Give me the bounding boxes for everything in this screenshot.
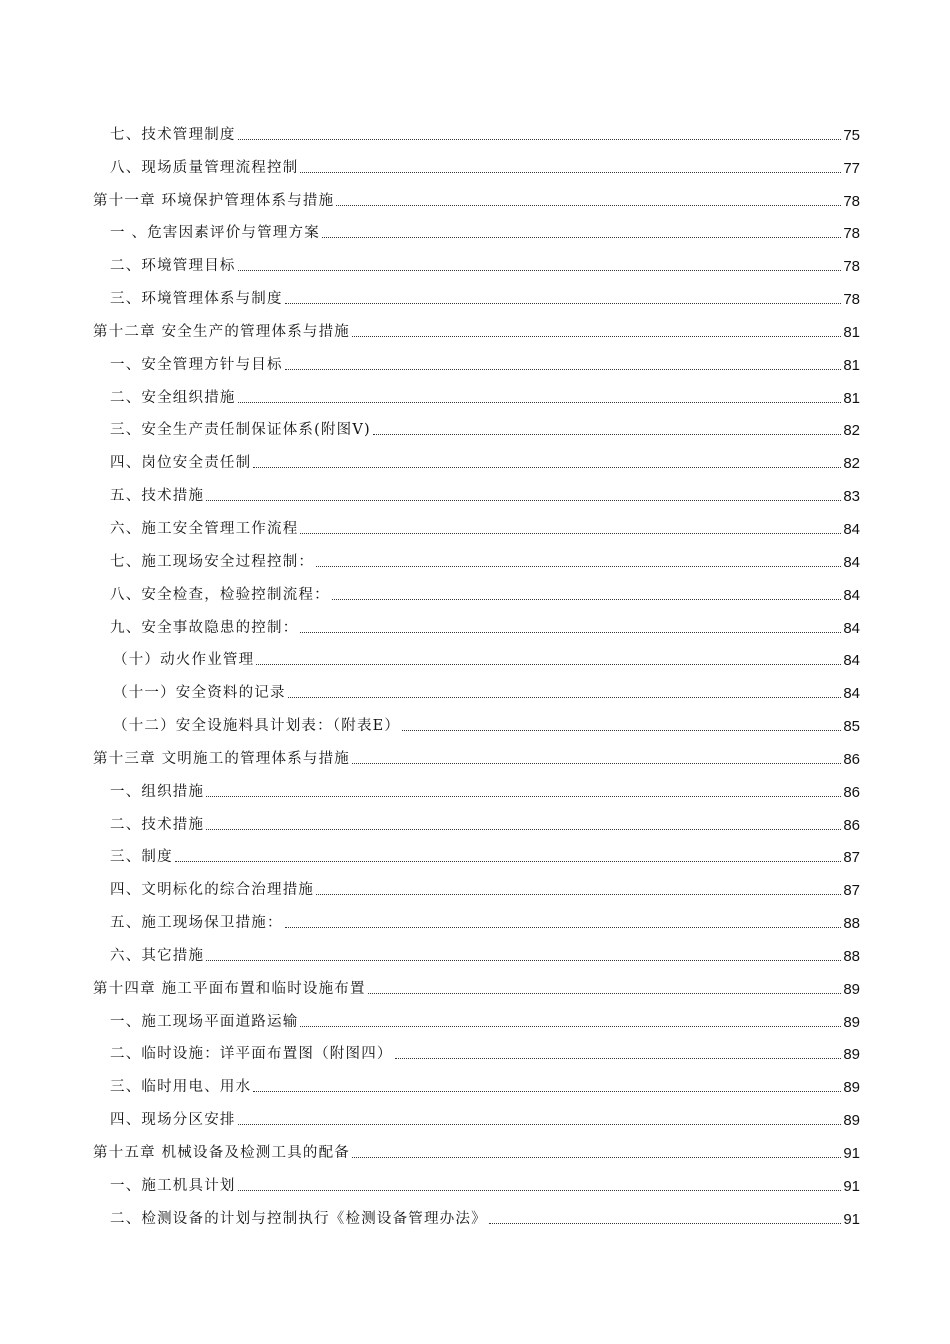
toc-entry-title: 一、组织措施 <box>110 783 205 800</box>
toc-entry-title: 二、环境管理目标 <box>110 258 236 275</box>
toc-page-number: 91 <box>843 1145 860 1162</box>
toc-section-entry[interactable] <box>93 775 860 808</box>
toc-page-number: 81 <box>843 323 860 341</box>
dot-leader <box>402 730 841 731</box>
toc-entry-title: 一、安全管理方针与目标 <box>110 356 283 373</box>
toc-page-number: 78 <box>843 291 860 309</box>
toc-page-number: 87 <box>843 849 860 867</box>
toc-page-number: 89 <box>843 1079 860 1097</box>
toc-section-entry[interactable] <box>93 1038 860 1071</box>
toc-entry-title: 五、施工现场保卫措施： <box>110 915 283 932</box>
toc-section-entry[interactable] <box>93 578 860 611</box>
toc-page-number: 84 <box>843 553 860 571</box>
toc-section-entry[interactable] <box>93 479 860 512</box>
toc-entry-title: 一、施工现场平面道路运输 <box>110 1013 299 1030</box>
toc-section-entry[interactable] <box>93 709 860 742</box>
dot-leader <box>316 566 841 567</box>
toc-section-entry[interactable] <box>93 118 860 151</box>
toc-entry-title: （十）动火作业管理 <box>113 652 255 669</box>
toc-page-number: 84 <box>843 685 860 703</box>
toc-section-entry[interactable] <box>93 249 860 282</box>
table-of-contents <box>93 118 860 1235</box>
toc-page-number: 89 <box>843 1112 860 1130</box>
toc-page-number: 91 <box>843 1210 860 1228</box>
toc-chapter-entry[interactable] <box>93 184 860 217</box>
toc-entry-title: 六、其它措施 <box>110 947 205 964</box>
toc-entry-title: 第十四章 施工平面布置和临时设施布置 <box>93 980 366 997</box>
dot-leader <box>238 402 842 403</box>
toc-page-number: 81 <box>843 356 860 374</box>
dot-leader <box>316 894 841 895</box>
toc-chapter-entry[interactable] <box>93 972 860 1005</box>
toc-section-entry[interactable] <box>93 512 860 545</box>
toc-entry-title: 四、岗位安全责任制 <box>110 455 252 472</box>
toc-page-number: 87 <box>843 882 860 900</box>
toc-page-number: 89 <box>843 1013 860 1031</box>
toc-entry-title: 四、文明标化的综合治理措施 <box>110 882 315 899</box>
dot-leader <box>489 1223 842 1224</box>
toc-page-number: 91 <box>843 1177 860 1195</box>
toc-section-entry[interactable] <box>93 676 860 709</box>
toc-entry-title: （十二）安全设施料具计划表：（附表E） <box>113 718 401 735</box>
dot-leader <box>206 960 841 961</box>
dot-leader <box>238 270 842 271</box>
dot-leader <box>300 1026 841 1027</box>
toc-entry-title: 第十一章 环境保护管理体系与措施 <box>93 192 335 209</box>
dot-leader <box>395 1058 842 1059</box>
dot-leader <box>206 500 841 501</box>
toc-section-entry[interactable] <box>93 348 860 381</box>
toc-entry-title: 二、技术措施 <box>110 816 205 833</box>
dot-leader <box>332 599 842 600</box>
toc-page-number: 84 <box>843 520 860 538</box>
toc-entry-title: 二、临时设施：详平面布置图（附图四） <box>110 1046 393 1063</box>
toc-section-entry[interactable] <box>93 1005 860 1038</box>
toc-section-entry[interactable] <box>93 1103 860 1136</box>
toc-section-entry[interactable] <box>93 414 860 447</box>
toc-page-number: 84 <box>843 619 860 637</box>
dot-leader <box>352 336 841 337</box>
toc-section-entry[interactable] <box>93 282 860 315</box>
dot-leader <box>238 1124 842 1125</box>
toc-page-number: 77 <box>843 159 860 177</box>
toc-entry-title: 三、临时用电、用水 <box>110 1079 252 1096</box>
toc-section-entry[interactable] <box>93 841 860 874</box>
dot-leader <box>288 697 842 698</box>
toc-entry-title: 五、技术措施 <box>110 488 205 505</box>
dot-leader <box>300 533 841 534</box>
toc-entry-title: 三、安全生产责任制保证体系(附图V) <box>110 422 371 439</box>
dot-leader <box>238 139 842 140</box>
toc-page-number: 88 <box>843 915 860 933</box>
toc-page-number: 84 <box>843 586 860 604</box>
toc-entry-title: 七、施工现场安全过程控制： <box>110 553 315 570</box>
toc-entry-title: 三、环境管理体系与制度 <box>110 291 283 308</box>
toc-section-entry[interactable] <box>93 151 860 184</box>
dot-leader <box>322 237 841 238</box>
toc-section-entry[interactable] <box>93 808 860 841</box>
dot-leader <box>253 1091 841 1092</box>
toc-section-entry[interactable] <box>93 217 860 250</box>
toc-section-entry[interactable] <box>93 381 860 414</box>
toc-page-number: 78 <box>843 258 860 276</box>
dot-leader <box>285 369 842 370</box>
toc-entry-title: 八、安全检查，检验控制流程： <box>110 586 330 603</box>
toc-chapter-entry[interactable] <box>93 1136 860 1169</box>
dot-leader <box>175 861 842 862</box>
toc-entry-title: （十一）安全资料的记录 <box>113 685 286 702</box>
dot-leader <box>253 467 841 468</box>
toc-entry-title: 八、现场质量管理流程控制 <box>110 159 299 176</box>
toc-entry-title: 九、安全事故隐患的控制： <box>110 619 299 636</box>
toc-page-number: 78 <box>843 225 860 243</box>
toc-chapter-entry[interactable] <box>93 315 860 348</box>
toc-entry-title: 二、检测设备的计划与控制执行《检测设备管理办法》 <box>110 1210 487 1227</box>
toc-page-number: 82 <box>843 422 860 440</box>
dot-leader <box>206 796 841 797</box>
toc-page-number: 86 <box>843 750 860 768</box>
toc-entry-title: 七、技术管理制度 <box>110 126 236 143</box>
toc-page-number: 83 <box>843 488 860 506</box>
toc-entry-title: 第十二章 安全生产的管理体系与措施 <box>93 323 351 340</box>
toc-page-number: 82 <box>843 455 860 473</box>
toc-entry-title: 四、现场分区安排 <box>110 1112 236 1129</box>
toc-section-entry[interactable] <box>93 446 860 479</box>
dot-leader <box>285 927 842 928</box>
dot-leader <box>336 205 841 206</box>
toc-section-entry[interactable] <box>93 906 860 939</box>
toc-entry-title: 第十三章 文明施工的管理体系与措施 <box>93 750 351 767</box>
toc-section-entry[interactable] <box>93 1202 860 1235</box>
toc-page-number: 81 <box>843 389 860 407</box>
dot-leader <box>300 632 841 633</box>
toc-entry-title: 一、施工机具计划 <box>110 1177 236 1194</box>
toc-page-number: 84 <box>843 652 860 670</box>
toc-section-entry[interactable] <box>93 1070 860 1103</box>
toc-page-number: 75 <box>843 126 860 144</box>
toc-entry-title: 二、安全组织措施 <box>110 389 236 406</box>
toc-section-entry[interactable] <box>93 644 860 677</box>
toc-entry-title: 六、施工安全管理工作流程 <box>110 520 299 537</box>
dot-leader <box>206 829 841 830</box>
dot-leader <box>368 993 842 994</box>
dot-leader <box>352 1157 841 1158</box>
toc-section-entry[interactable] <box>93 873 860 906</box>
toc-page-number: 89 <box>843 980 860 998</box>
toc-page-number: 88 <box>843 947 860 965</box>
toc-entry-title: 第十五章 机械设备及检测工具的配备 <box>93 1145 351 1161</box>
toc-page-number: 86 <box>843 816 860 834</box>
dot-leader <box>238 1190 842 1191</box>
toc-entry-title: 三、制度 <box>110 849 173 866</box>
toc-section-entry[interactable] <box>93 611 860 644</box>
toc-section-entry[interactable] <box>93 545 860 578</box>
toc-page-number: 89 <box>843 1046 860 1064</box>
toc-chapter-entry[interactable] <box>93 742 860 775</box>
dot-leader <box>256 664 841 665</box>
toc-page-number: 86 <box>843 783 860 801</box>
dot-leader <box>373 434 841 435</box>
toc-section-entry[interactable] <box>93 1169 860 1202</box>
toc-page-number: 78 <box>843 192 860 210</box>
dot-leader <box>300 172 841 173</box>
dot-leader <box>352 763 841 764</box>
toc-page-number: 85 <box>843 718 860 736</box>
toc-section-entry[interactable] <box>93 939 860 972</box>
dot-leader <box>285 303 842 304</box>
toc-entry-title: 一 、危害因素评价与管理方案 <box>110 225 320 242</box>
